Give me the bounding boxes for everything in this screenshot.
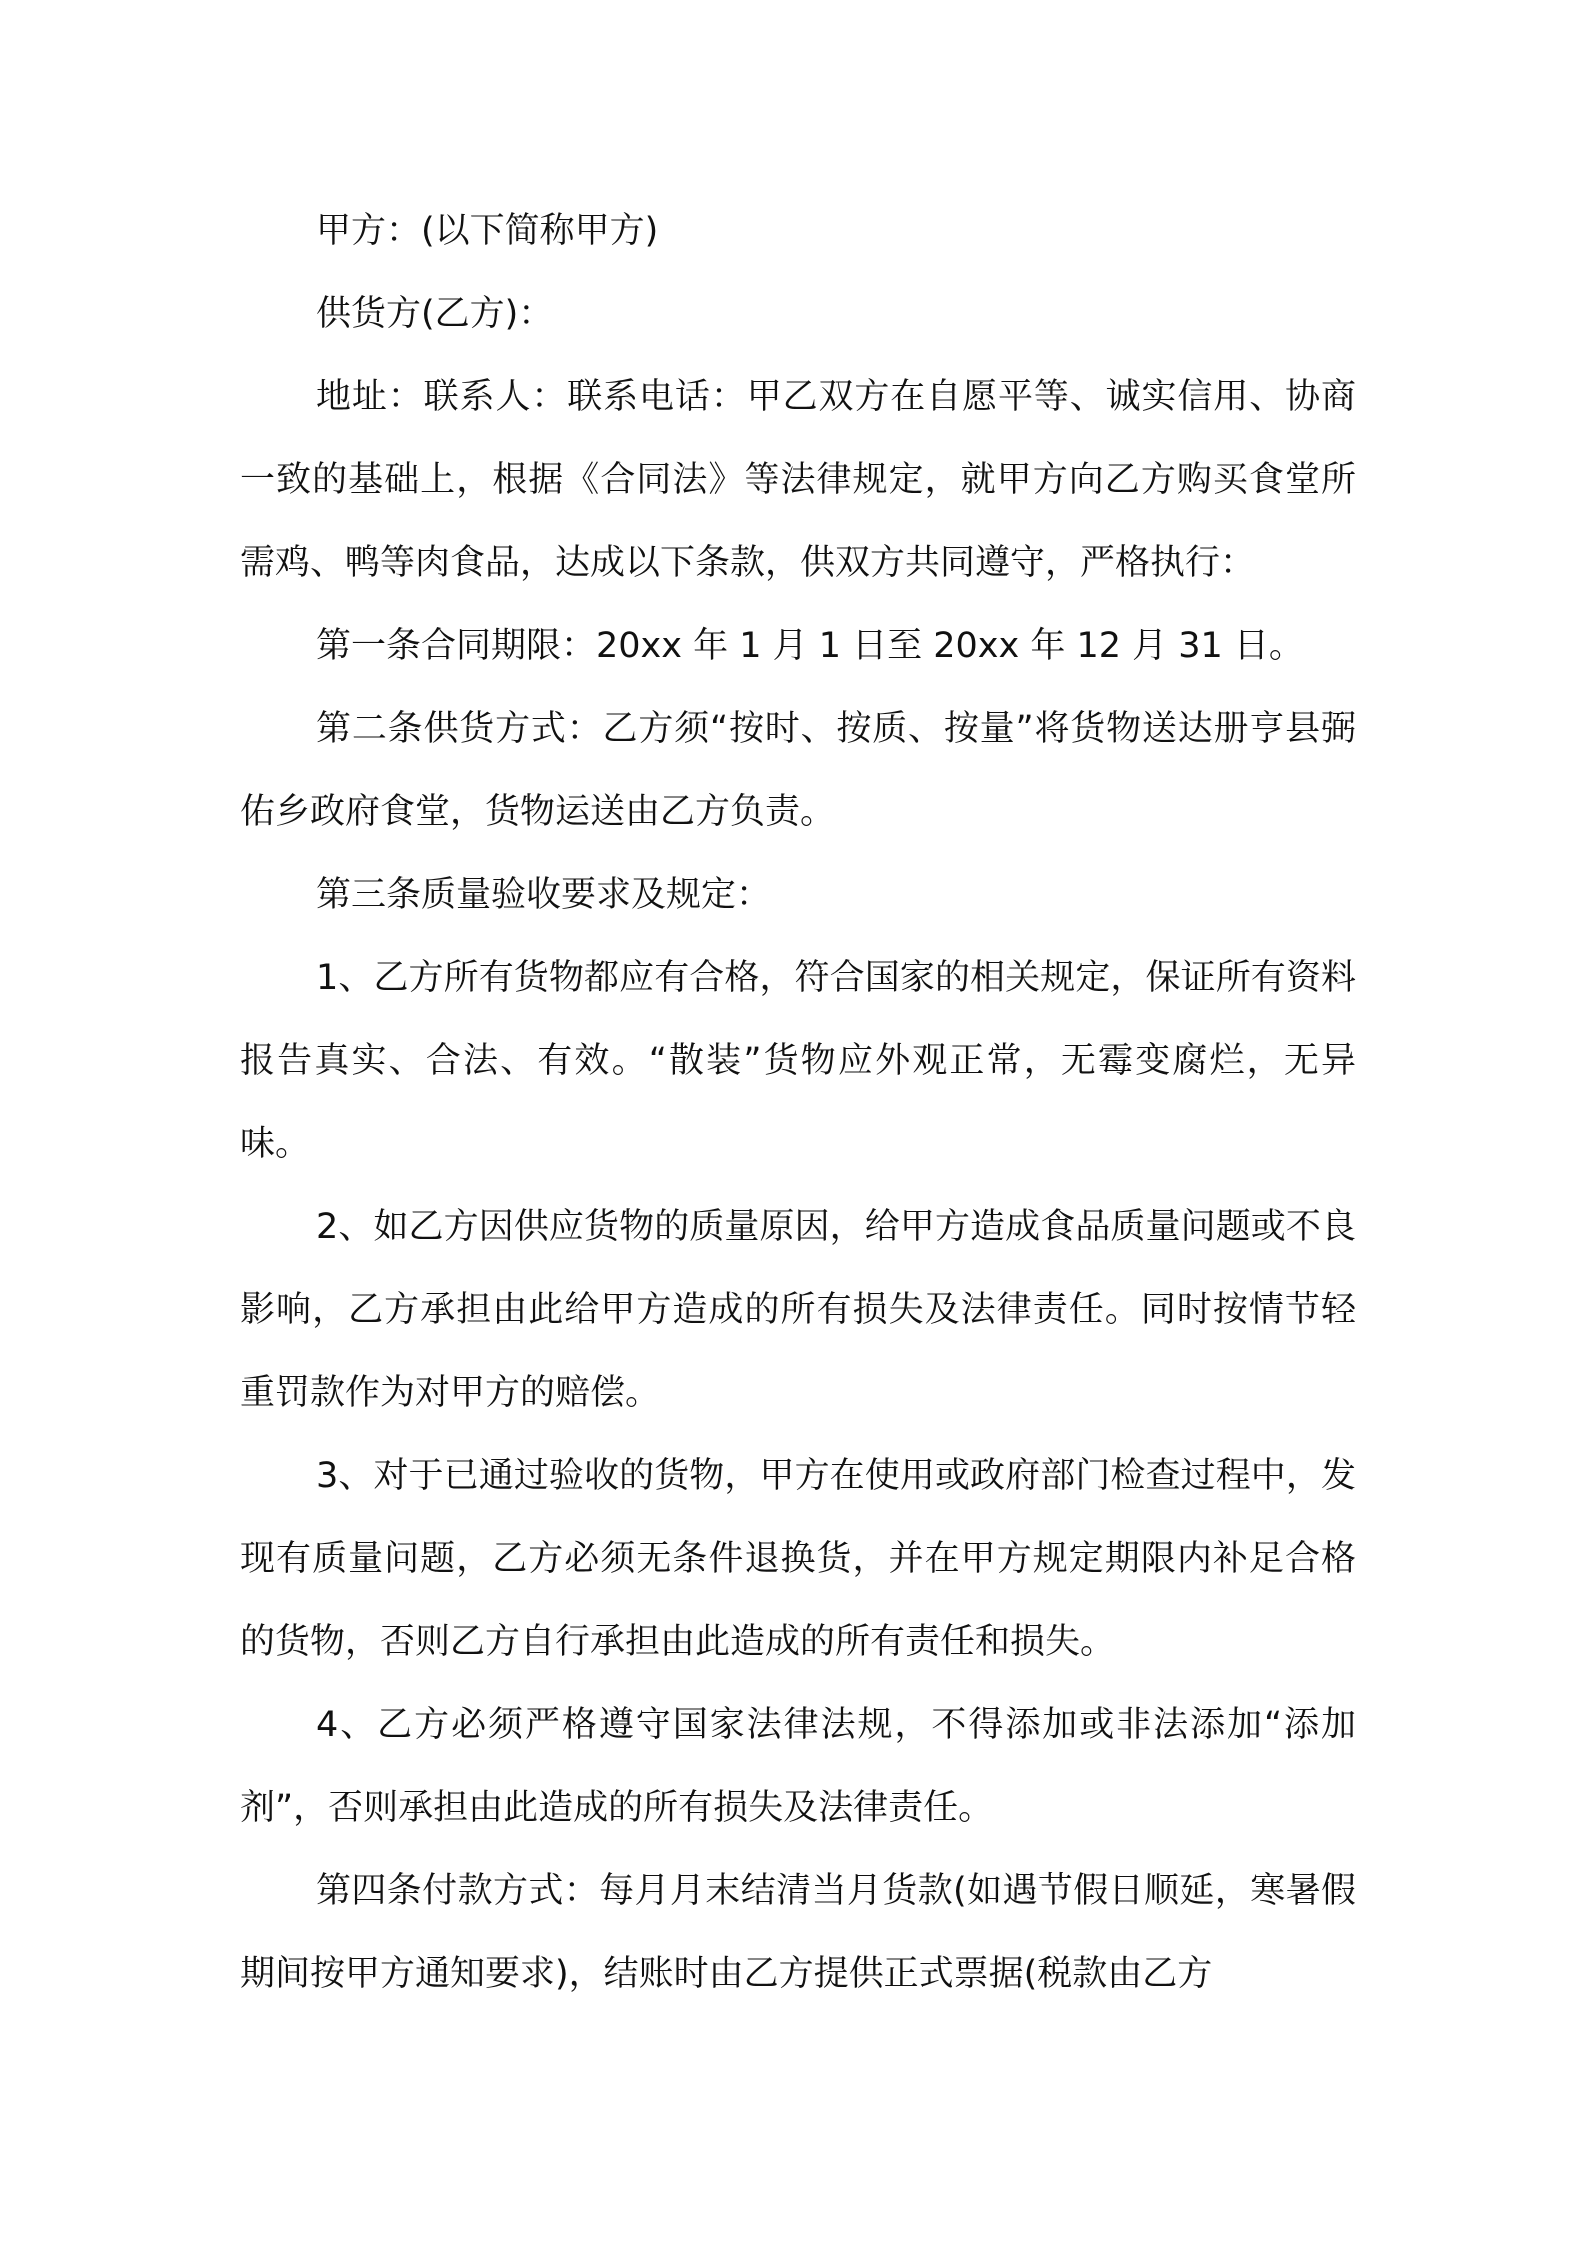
article-3-clause-1: 1、乙方所有货物都应有合格，符合国家的相关规定，保证所有资料报告真实、合法、有效。“散装”货物应外观正常，无霉变腐烂，无异味。	[240, 958, 1356, 1164]
article-3-clause-4: 4、乙方必须严格遵守国家法律法规，不得添加或非法添加“添加剂”，否则承担由此造成的所有损失及法律责任。	[240, 1705, 1356, 1828]
supplier-line: 供货方(乙方)：	[316, 294, 554, 334]
preamble-paragraph: 地址：联系人：联系电话：甲乙双方在自愿平等、诚实信用、协商一致的基础上，根据《合同法》等法律规定，就甲方向乙方购买食堂所需鸡、鸭等肉食品，达成以下条款，供双方共同遵守，严格执行：	[240, 377, 1356, 583]
article-3-heading: 第三条质量验收要求及规定：	[316, 875, 772, 915]
article-1-term: 第一条合同期限：20xx 年 1 月 1 日至 20xx 年 12 月 31 日。	[316, 626, 1304, 666]
article-4-payment: 第四条付款方式：每月月末结清当月货款(如遇节假日顺延，寒暑假期间按甲方通知要求)，结账时由乙方提供正式票据(税款由乙方	[240, 1871, 1356, 1994]
article-3-clause-2: 2、如乙方因供应货物的质量原因，给甲方造成食品质量问题或不良影响，乙方承担由此给甲方造成的所有损失及法律责任。同时按情节轻重罚款作为对甲方的赔偿。	[240, 1207, 1356, 1413]
document-body	[240, 190, 1356, 2016]
article-2-delivery: 第二条供货方式：乙方须“按时、按质、按量”将货物送达册亨县弼佑乡政府食堂，货物运送由乙方负责。	[240, 709, 1356, 832]
article-3-clause-3: 3、对于已通过验收的货物，甲方在使用或政府部门检查过程中，发现有质量问题，乙方必须无条件退换货，并在甲方规定期限内补足合格的货物，否则乙方自行承担由此造成的所有责任和损失。	[240, 1456, 1356, 1662]
party-a-line: 甲方：(以下简称甲方)	[316, 211, 659, 251]
